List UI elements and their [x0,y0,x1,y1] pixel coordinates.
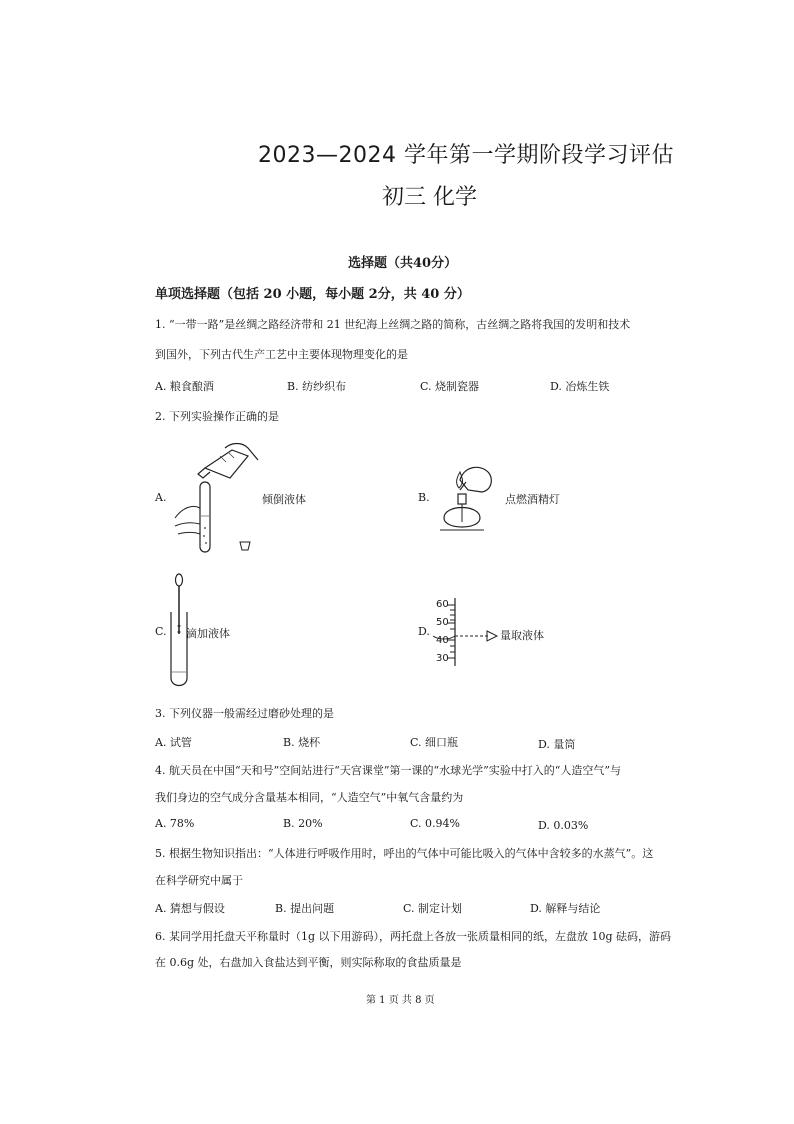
question-4-option-a: A. 78% [155,817,195,830]
cylinder-tick-60: 60 [436,599,449,610]
cylinder-tick-40: 40 [436,635,449,646]
pouring-liquid-figure [170,438,265,556]
question-4-option-b: B. 20% [283,817,323,830]
question-3-line-1: 3. 下列仪器一般需经过磨砂处理的是 [155,707,334,720]
exam-subject: 初三 化学 [382,185,477,210]
question-3-option-b: B. 烧杯 [283,736,321,749]
question-4-line-2: 我们身边的空气成分含量基本相同，“人造空气”中氧气含量约为 [155,791,464,804]
question-3-option-c: C. 细口瓶 [410,736,459,749]
figure-b-letter: B. [418,491,430,504]
cylinder-tick-50: 50 [436,617,449,628]
figure-d-letter: D. [418,625,430,638]
exam-title: 2023—2024 学年第一学期阶段学习评估 [258,143,674,168]
figure-a-letter: A. [155,491,167,504]
alcohol-lamp-figure [432,460,504,538]
question-5-option-a: A. 猜想与假设 [155,902,225,915]
question-3-option-d: D. 量筒 [538,738,576,751]
question-1-option-a: A. 粮食酿酒 [155,380,214,393]
question-1-option-d: D. 冶炼生铁 [550,380,610,393]
figure-c-caption: 滴加液体 [186,627,230,640]
question-4-option-c: C. 0.94% [410,817,460,830]
section-instructions: 单项选择题（包括 20 小题，每小题 2分，共 40 分） [155,287,470,302]
question-4-option-d: D. 0.03% [538,819,589,832]
question-3-option-a: A. 试管 [155,736,192,749]
question-5-line-2: 在科学研究中属于 [155,874,243,887]
question-6-line-1: 6. 某同学用托盘天平称量时（1g 以下用游码），两托盘上各放一张质量相同的纸，左盘放 10g 砝码，游码 [155,930,672,943]
question-2-line-1: 2. 下列实验操作正确的是 [155,410,279,423]
figure-c-letter: C. [155,625,167,638]
question-1-line-2: 到国外，下列古代生产工艺中主要体现物理变化的是 [155,348,408,361]
section-heading: 选择题（共40分） [348,256,458,271]
figure-a-caption: 倾倒液体 [262,493,306,506]
question-1-option-c: C. 烧制瓷器 [420,380,480,393]
question-4-line-1: 4. 航天员在中国“天和号”空间站进行“天宫课堂”第一课的“水球光学”实验中打入的“人造空气”与 [155,764,621,777]
figure-d-caption: 量取液体 [500,629,544,642]
question-5-line-1: 5. 根据生物知识指出：“人体进行呼吸作用时，呼出的气体中可能比吸入的气体中含较多的水蒸气”。这 [155,847,654,860]
figure-b-caption: 点燃酒精灯 [505,493,560,506]
question-5-option-b: B. 提出问题 [275,902,335,915]
question-1-line-1: 1. “一带一路”是丝绸之路经济带和 21 世纪海上丝绸之路的简称，古丝绸之路将我国的发明和技术 [155,318,631,331]
question-5-option-c: C. 制定计划 [403,902,463,915]
question-6-line-2: 在 0.6g 处，右盘加入食盐达到平衡，则实际称取的食盐质量是 [155,956,462,969]
question-5-option-d: D. 解释与结论 [530,902,601,915]
page-footer: 第 1 页 共 8 页 [366,995,435,1006]
cylinder-tick-30: 30 [436,653,449,664]
question-1-option-b: B. 纺纱织布 [287,380,347,393]
